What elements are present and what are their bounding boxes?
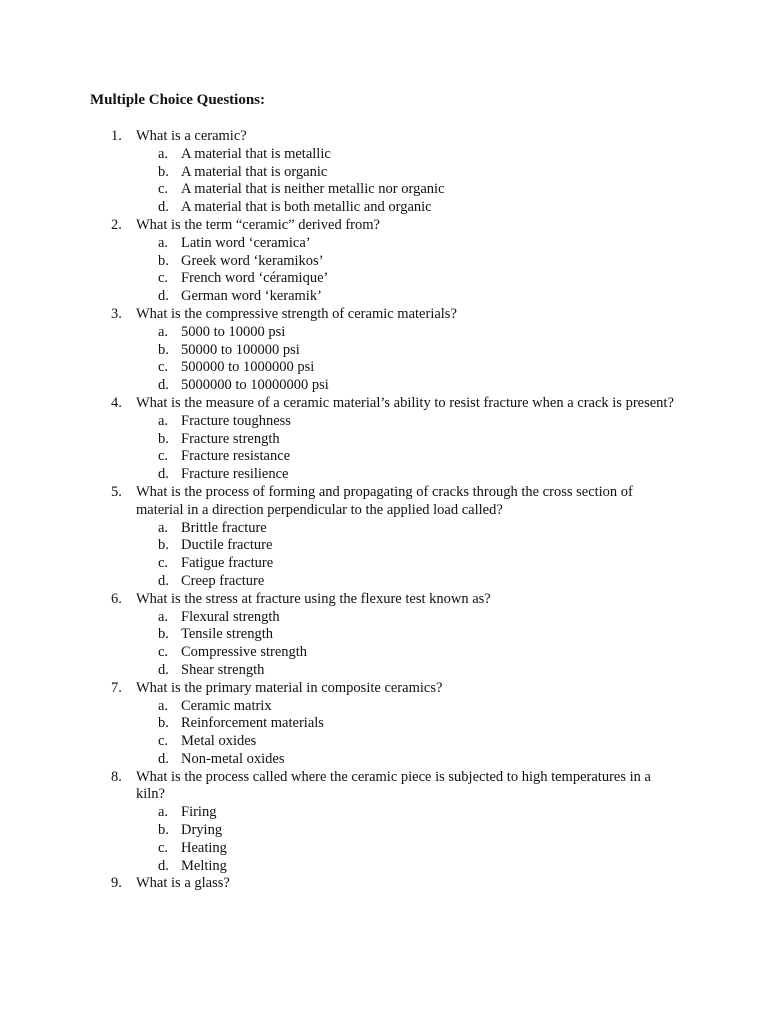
option-letter: a. — [158, 323, 169, 340]
answer-option — [0, 698, 768, 716]
option-letter: d. — [158, 750, 169, 767]
answer-option — [0, 804, 768, 822]
option-text: Tensile strength — [181, 626, 274, 643]
option-text: Fracture resistance — [181, 448, 291, 465]
option-text: Non-metal oxides — [181, 750, 285, 767]
answer-option — [0, 359, 768, 377]
option-letter: b. — [158, 537, 169, 554]
option-letter: a. — [158, 234, 169, 251]
option-letter: a. — [158, 697, 169, 714]
option-text: Heating — [181, 839, 227, 856]
option-letter: d. — [158, 377, 169, 394]
answer-option — [0, 288, 768, 306]
answer-option — [0, 466, 768, 484]
answer-option — [0, 733, 768, 751]
question-9 — [0, 875, 768, 893]
answer-option — [0, 715, 768, 733]
option-text: 50000 to 100000 psi — [181, 341, 300, 358]
question-text: What is a glass? — [136, 875, 230, 892]
option-letter: a. — [158, 412, 169, 429]
option-letter: c. — [158, 733, 169, 750]
answer-option — [0, 270, 768, 288]
answer-option — [0, 253, 768, 271]
option-text: German word ‘keramik’ — [181, 288, 322, 305]
answer-option — [0, 431, 768, 449]
answer-option — [0, 840, 768, 858]
option-letter: b. — [158, 163, 169, 180]
answer-option — [0, 644, 768, 662]
option-letter: a. — [158, 519, 169, 536]
option-text: Creep fracture — [181, 572, 265, 589]
option-text: Compressive strength — [181, 644, 308, 661]
question-text: What is the primary material in composite ceramics? — [136, 679, 443, 696]
answer-option — [0, 626, 768, 644]
option-letter: d. — [158, 288, 169, 305]
option-letter: d. — [158, 199, 169, 216]
option-text: Brittle fracture — [181, 519, 267, 536]
answer-option — [0, 858, 768, 876]
option-letter: b. — [158, 626, 169, 643]
question-text: What is a ceramic? — [136, 128, 247, 144]
question-4 — [0, 395, 768, 413]
answer-option — [0, 324, 768, 342]
option-text: Shear strength — [181, 661, 265, 678]
question-number: 7. — [111, 679, 122, 696]
option-text: Firing — [181, 804, 217, 821]
option-text: Fatigue fracture — [181, 555, 274, 572]
option-text: Fracture strength — [181, 430, 280, 447]
question-5 — [0, 484, 768, 520]
option-letter: c. — [158, 270, 169, 287]
question-text: What is the measure of a ceramic material’s ability to resist fracture when a crack is present? — [136, 394, 674, 411]
answer-option — [0, 448, 768, 466]
option-letter: c. — [158, 359, 169, 376]
answer-option — [0, 555, 768, 573]
answer-option — [0, 662, 768, 680]
option-text: A material that is metallic — [181, 145, 331, 162]
option-text: 5000000 to 10000000 psi — [181, 377, 329, 394]
answer-option — [0, 146, 768, 164]
answer-option — [0, 164, 768, 182]
option-letter: c. — [158, 644, 169, 661]
question-1 — [0, 128, 768, 146]
option-letter: b. — [158, 822, 169, 839]
option-text: French word ‘céramique’ — [181, 270, 329, 287]
option-letter: c. — [158, 839, 169, 856]
option-letter: b. — [158, 430, 169, 447]
question-number: 9. — [111, 875, 122, 892]
answer-option — [0, 199, 768, 217]
question-text: What is the process of forming and propagating of cracks through the cross section of material in a direction perpendicular to the applied load called? — [136, 483, 633, 518]
question-number: 1. — [111, 128, 122, 144]
question-2 — [0, 217, 768, 235]
page-heading: Multiple Choice Questions: — [90, 92, 265, 108]
question-7 — [0, 680, 768, 698]
option-letter: c. — [158, 448, 169, 465]
option-letter: a. — [158, 804, 169, 821]
answer-option — [0, 573, 768, 591]
option-text: Melting — [181, 857, 227, 874]
question-number: 4. — [111, 394, 122, 411]
question-3 — [0, 306, 768, 324]
option-letter: d. — [158, 466, 169, 483]
option-letter: c. — [158, 181, 169, 198]
option-text: 500000 to 1000000 psi — [181, 359, 315, 376]
option-text: 5000 to 10000 psi — [181, 323, 286, 340]
question-text: What is the process called where the ceramic piece is subjected to high temperatures in a kiln? — [136, 768, 651, 803]
option-letter: d. — [158, 857, 169, 874]
question-6 — [0, 591, 768, 609]
question-text: What is the stress at fracture using the flexure test known as? — [136, 590, 491, 607]
answer-option — [0, 822, 768, 840]
option-letter: d. — [158, 661, 169, 678]
option-text: Ceramic matrix — [181, 697, 272, 714]
answer-option — [0, 609, 768, 627]
option-letter: d. — [158, 572, 169, 589]
question-text: What is the compressive strength of ceramic materials? — [136, 305, 457, 322]
option-text: A material that is neither metallic nor organic — [181, 181, 445, 198]
option-text: Drying — [181, 822, 223, 839]
option-text: A material that is both metallic and organic — [181, 199, 432, 216]
option-text: A material that is organic — [181, 163, 328, 180]
answer-option — [0, 181, 768, 199]
option-letter: b. — [158, 252, 169, 269]
option-text: Fracture resilience — [181, 466, 289, 483]
option-text: Metal oxides — [181, 733, 257, 750]
answer-option — [0, 537, 768, 555]
question-number: 5. — [111, 483, 122, 500]
question-number: 2. — [111, 216, 122, 233]
question-number: 3. — [111, 305, 122, 322]
option-text: Fracture toughness — [181, 412, 291, 429]
question-text: What is the term “ceramic” derived from? — [136, 216, 380, 233]
question-list — [0, 128, 768, 893]
answer-option — [0, 342, 768, 360]
answer-option — [0, 377, 768, 395]
option-letter: b. — [158, 715, 169, 732]
option-text: Reinforcement materials — [181, 715, 324, 732]
option-text: Greek word ‘keramikos’ — [181, 252, 324, 269]
option-letter: c. — [158, 555, 169, 572]
question-number: 8. — [111, 768, 122, 785]
answer-option — [0, 751, 768, 769]
answer-option — [0, 235, 768, 253]
option-letter: b. — [158, 341, 169, 358]
option-text: Flexural strength — [181, 608, 280, 625]
option-letter: a. — [158, 145, 169, 162]
option-text: Latin word ‘ceramica’ — [181, 234, 311, 251]
question-8 — [0, 769, 768, 805]
answer-option — [0, 520, 768, 538]
answer-option — [0, 413, 768, 431]
option-text: Ductile fracture — [181, 537, 273, 554]
question-number: 6. — [111, 590, 122, 607]
option-letter: a. — [158, 608, 169, 625]
